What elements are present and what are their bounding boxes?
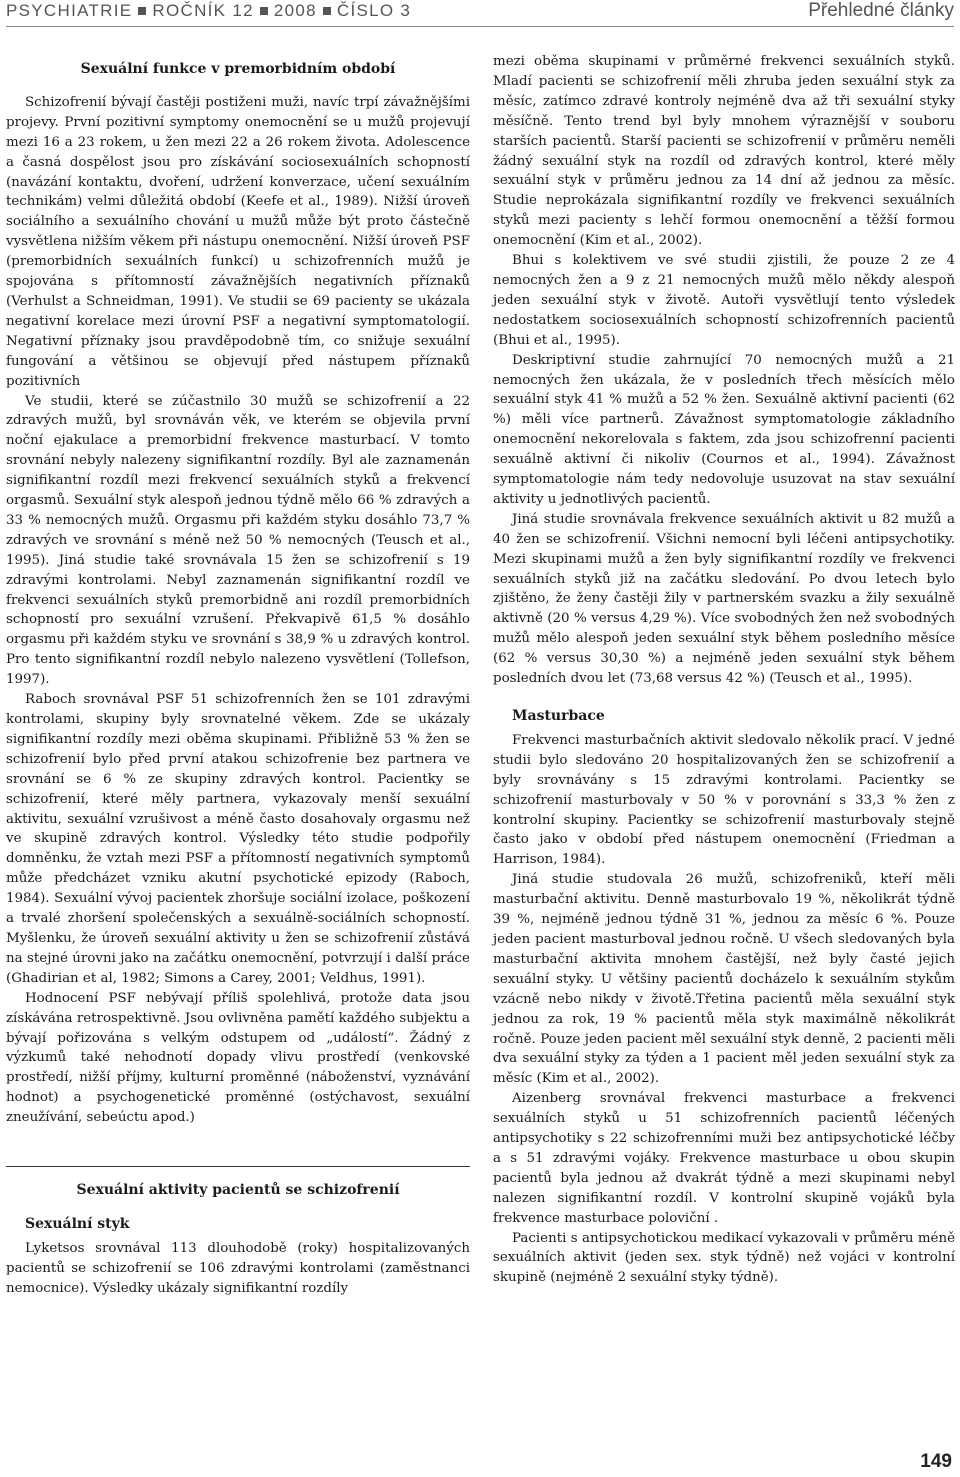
subheading-intercourse: Sexuální styk xyxy=(25,1215,130,1232)
header-rule xyxy=(6,26,954,27)
section-rule xyxy=(6,1166,470,1167)
right-column xyxy=(493,52,955,1288)
paragraph: mezi oběma skupinami v průměrné frekvenci sexuálních styků. Mladí pacienti se schizofrenií měli zhruba jeden sexuální styk za měsíc, zatímco zdravé kontroly nejméně dva až tři sexuální styky měsíčně. Tento trend byl byly mnohem výraznější v souboru starších pacientů. Starší pacienti se schizofrenií v průměru neměli žádný sexuální styk na rozdíl od zdravých kontrol, které měly sexuální styk v průměru jednou za 14 dní až jednou za měsíc. Studie neprokázala signifikantní rozdíly ve frekvenci sexuálních styků mezi pacienty s lehčí formou onemocnění a těžší formou onemocnění (Kim et al., 2002). xyxy=(493,54,955,249)
paragraph: Jiná studie studovala 26 mužů, schizofreniků, kteří měli masturbační aktivitu. Denně masturbovalo 19 %, několikrát týdně 39 %, nejméně jednou týdně 31 %, jednou za měsíc 6 %. Pouze jeden pacient masturboval jednou ročně. U všech sledovaných byla masturbační aktivita mnohem častější, než byly časté jejich sexuální styky. U většiny pacientů docházelo k sexuálním stykům vzácně nebo nikdy v životě.Třetina pacientů měla sexuální styk jednou za rok, 19 % pacientů měla styk maximálně několikrát ročně. Pouze jeden pacient měl sexuální styk denně, 2 pacienti měli dva sexuální styky za týden a 1 pacient měl jeden sexuální styk za měsíc (Kim et al., 2002). xyxy=(493,872,955,1087)
spacer xyxy=(6,1128,470,1150)
paragraph: Raboch srovnával PSF 51 schizofrenních žen se 101 zdravými kontrolami, skupiny byly srovnatelné věkem. Zde se ukázaly signifikantní rozdíly mezi oběma skupinami. Přibližně 53 % žen se schizofrenií bylo před první atakou schizofrenie bez partnera ve srovnání se 6 % ze skupiny zdravých kontrol. Pacientky se schizofrenií, které měly partnera, vykazovaly menší sexuální aktivitu, sexuální vzrušivost a méně často dosahovaly orgasmu než ve skupině zdravých kontrol. Výsledky této studie podpořily domněnku, že vztah mezi PSF a přítomností negativních symptomů může předcházet vzniku akutní psychotické epizody (Raboch, 1984). Sexuální vývoj pacientek zhoršuje sociální izolace, poškození a trvalé zhoršení společenských a sexuálně-sociálních schopností. Myšlenku, že úroveň sexuální aktivity u žen se schizofrenií zůstává na stejné úrovni jako na začátku onemocnění, potvrzují i další práce (Ghadirian et al, 1982; Simons a Carey, 2001; Veldhus, 1991). xyxy=(6,692,470,986)
square-bullet-icon xyxy=(260,7,268,15)
section-label: Přehledné články xyxy=(808,0,954,21)
section-title-activities: Sexuální aktivity pacientů se schizofrenií xyxy=(76,1182,400,1199)
paragraph: Aizenberg srovnával frekvenci masturbace a frekvenci sexuálních styků u 51 schizofrenních pacientů léčených antipsychotiky s 22 schizofrenními muži bez antipsychotické léčby a s 51 zdravými vojáky. Frekvence masturbace u obou skupin pacientů byla jednou až dvakrát týdně a mezi skupinami nebyl nalezen signifikantní rozdíl. V kontrolní skupině vojáků byla frekvence masturbace poloviční . xyxy=(493,1091,955,1226)
paragraph: Bhui s kolektivem ve své studii zjistili, že pouze 2 ze 4 nemocných žen a 9 z 21 nemocných mužů mělo někdy alespoň jeden sexuální styk v životě. Autoři vysvětlují tento výsledek nedostatkem sociosexuálních schopností schizofrenních pacientů (Bhui et al., 1995). xyxy=(493,253,955,348)
paragraph: Deskriptivní studie zahrnující 70 nemocných mužů a 21 nemocných žen ukázala, že v posledních třech měsících mělo sexuální styk 41 % mužů a 52 % žen. Sexuálně aktivní pacienti (62 %) měli více partnerů. Závažnost symptomatologie základního onemocnění nekorelovala s faktem, zda jsou schizofrenní pacienti sexuálně aktivní či nikoliv (Cournos et al., 1994). Závažnost symptomatologie nám tedy nedovoluje usuzovat na stav sexuální aktivity u jednotlivých pacientů. xyxy=(493,352,955,507)
journal-name: PSYCHIATRIE xyxy=(6,1,133,20)
journal-volume: ROČNÍK 12 xyxy=(152,1,254,20)
paragraph: Pacienti s antipsychotickou medikací vykazovali v průměru méně sexuálních aktivit (jeden sex. styk týdně) než vojáci v kontrolní skupině (nejméně 2 sexuální styky týdně). xyxy=(493,1230,955,1286)
paragraph: Frekvenci masturbačních aktivit sledovalo několik prací. V jedné studii bylo sledováno 20 hospitalizovaných žen se schizofrenií a byly srovnávány s 15 zdravými kontrolami. Pacientky se schizofrenií masturbovaly v 50 % v porovnání s 33,3 % žen z kontrolní skupiny. Pacientky se schizofrenií masturbovaly stejně často jako v období před nástupem onemocnění (Friedman a Harrison, 1984). xyxy=(493,732,955,868)
subheading-masturbation: Masturbace xyxy=(512,708,605,724)
running-header xyxy=(6,0,954,26)
paragraph: Ve studii, které se zúčastnilo 30 mužů se schizofrenií a 22 zdravých mužů, byl srovnáván věk, ve kterém se objevila první noční ejakulace a premorbidní frekvence masturbací. V tomto srovnání nebyly nalezeny signifikantní rozdíly. Byl ale zaznamenán signifikantní rozdíl mezi frekvencí sexuálních styků a frekvencí orgasmů. Sexuální styk alespoň jednou týdně mělo 66 % zdravých a 33 % nemocných mužů. Orgasmu při každém styku dosáhlo 73,7 % zdravých ve srovnání s méně než 50 % nemocných (Teusch et al., 1995). Jiná studie také srovnávala 15 žen se schizofrenií s 19 zdravými kontrolami. Nebyl zaznamenán signifikantní rozdíl ve frekvenci sexuálních styků premorbidně ani rozdíl premorbidních schopností pro sexuální vzrušení. Překvapivě 61,5 % dosáhlo orgasmu při každém styku ve srovnání s 38,9 % u zdravých kontrol. Pro tento signifikantní rozdíl nebylo nalezeno vysvětlení (Tollefson, 1997). xyxy=(6,393,470,688)
page-number: 149 xyxy=(920,1451,952,1472)
journal-issue: ČÍSLO 3 xyxy=(336,1,412,20)
paragraph: Lyketsos srovnával 113 dlouhodobě (roky) hospitalizovaných pacientů se schizofrenií se 106 zdravými kontrolami (zaměstnanci nemocnice). Výsledky ukázaly signifikantní rozdíly xyxy=(6,1240,470,1296)
journal-year: 2008 xyxy=(273,1,317,20)
paragraph: Jiná studie srovnávala frekvence sexuálních aktivit u 82 mužů a 40 žen se schizofrenií. Všichni nemocní byli léčeni antipsychotiky. Mezi skupinami mužů a žen byly signifikantní rozdíly ve frekvenci sexuálních styků již na začátku sledování. Po dvou letech bylo zjištěno, že ženy častěji žily v partnerském svazku a žily sexuálně aktivně (20 % versus 4,29 %). Více svobodných žen než svobodných mužů mělo alespoň jeden sexuální styk během posledního měsíce (62 % versus 30,30 %) a nejméně jeden sexuální styk během posledních dvou let (73,68 versus 42 %) (Teusch et al., 1995). xyxy=(493,511,955,687)
square-bullet-icon xyxy=(323,7,331,15)
square-bullet-icon xyxy=(138,7,146,15)
left-column xyxy=(6,36,470,1299)
section-title-premorbid: Sexuální funkce v premorbidním období xyxy=(80,61,396,77)
paragraph: Hodnocení PSF nebývají příliš spolehlivá, protože data jsou získávána retrospektivně. Jsou ovlivněna pamětí každého subjektu a bývají pořizována s velkým odstupem od „událostí“. Žádný z výzkumů také nehodnotí dopady vlivu prostředí (venkovské prostředí, nižší příjmy, kulturní proměnné (náboženství, vyznávání hodnot) a psychogenetické proměnné (ostýchavost, sexuální zneužívání, sebeúctu apod.) xyxy=(6,990,470,1126)
paragraph: Schizofrenií bývají častěji postiženi muži, navíc trpí závažnějšími projevy. První pozitivní symptomy onemocnění se u mužů projevují mezi 16 a 23 rokem, u žen mezi 22 a 26 rokem života. Adolescence a časná dospělost jsou pro získávání sociosexuálních schopností (navázání kontaktu, dvoření, udržení konverzace, učení sexuálním technikám) velmi důležitá období (Keefe et al., 1989). Nižší úroveň sociálního a sexuálního chování u mužů může být proto částečně vysvětlena nižším věkem při nástupu onemocnění. Nižší úroveň PSF (premorbidních sexuálních funkcí) u schizofrenních mužů je spojována s přítomností závažnějších negativních příznaků (Verhulst a Schneidman, 1991). Ve studii se 69 pacienty se ukázala negativní korelace mezi úrovní PSF a negativní symptomatologií. Negativní příznaky jsou pravděpodobně tím, co snižuje sexuální fungování a většinou se objevují před nástupem příznaků pozitivních xyxy=(6,94,470,389)
journal-info xyxy=(6,1,411,21)
